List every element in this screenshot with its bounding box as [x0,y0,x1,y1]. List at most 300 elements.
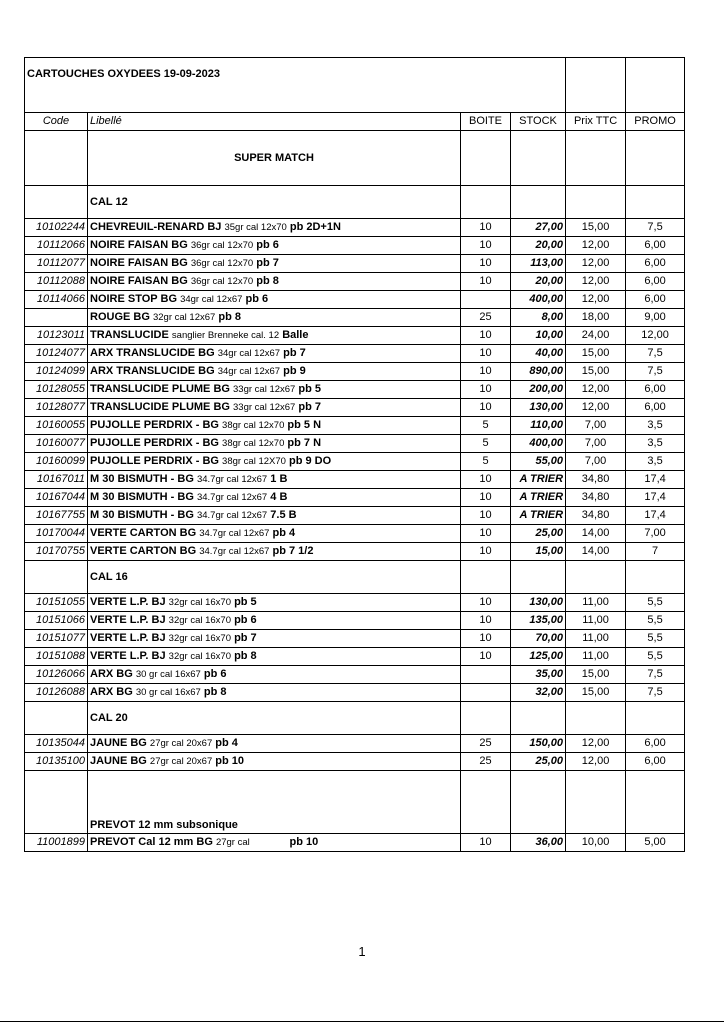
stock-value: 8,00 [511,309,566,327]
header-row [25,113,685,131]
promo-price: 17,4 [626,507,685,525]
empty-cell [626,702,685,735]
stock-value: 113,00 [511,255,566,273]
empty-cell [25,561,88,594]
product-name: VERTE CARTON BG [90,527,197,539]
product-shot-size: pb 8 [203,686,227,698]
product-name: NOIRE FAISAN BG [90,275,188,287]
title-row [25,58,685,91]
title-spacer-row [25,90,685,113]
product-code: 10167755 [25,507,88,525]
empty-cell [461,702,511,735]
empty-cell [566,186,626,219]
product-spec: 32gr cal 12x67 [152,312,216,323]
product-code: 10128077 [25,399,88,417]
stock-value: 125,00 [511,648,566,666]
price-ttc: 11,00 [566,630,626,648]
product-name: TRANSLUCIDE PLUME BG [90,401,230,413]
product-label [88,309,461,327]
promo-price: 17,4 [626,489,685,507]
stock-value: 130,00 [511,594,566,612]
product-code: 10151066 [25,612,88,630]
product-shot-size: pb 7 [283,347,306,359]
product-name: CHEVREUIL-RENARD BJ [90,221,222,233]
product-spec: 34.7gr cal 12x67 [196,510,268,521]
product-shot-size: pb 5 N [287,419,322,431]
promo-price: 7,00 [626,525,685,543]
empty-cell [626,771,685,834]
price-ttc: 12,00 [566,735,626,753]
stock-value: A TRIER [511,507,566,525]
header-code: Code [25,113,88,131]
header-prix: Prix TTC [566,113,626,131]
section-header-row [25,561,685,594]
stock-value: 15,00 [511,543,566,561]
product-label [88,381,461,399]
product-spec: 36gr cal 12x70 [190,240,254,251]
empty-cell [25,186,88,219]
promo-price: 6,00 [626,753,685,771]
product-spec: 34gr cal 12x67 [180,294,243,305]
section-title: CAL 20 [88,702,461,735]
price-ttc: 7,00 [566,453,626,471]
stock-value: 400,00 [511,435,566,453]
product-label [88,666,461,684]
product-shot-size: pb 8 [234,650,257,662]
product-label [88,594,461,612]
stock-value: A TRIER [511,489,566,507]
price-ttc: 10,00 [566,834,626,852]
product-name: M 30 BISMUTH - BG [90,491,194,503]
header-promo: PROMO [626,113,685,131]
product-name: M 30 BISMUTH - BG [90,473,194,485]
box-quantity: 10 [461,507,511,525]
stock-value: 130,00 [511,399,566,417]
product-name: PUJOLLE PERDRIX - BG [90,419,219,431]
promo-price: 5,5 [626,594,685,612]
product-shot-size: pb 2D+1N [289,221,341,233]
product-code [25,309,88,327]
price-ttc: 15,00 [566,684,626,702]
promo-price: 7,5 [626,363,685,381]
product-shot-size: pb 7 [234,632,257,644]
table-row [25,507,685,525]
box-quantity: 10 [461,648,511,666]
product-name: NOIRE STOP BG [90,293,178,305]
product-spec: 34gr cal 12x67 [217,366,281,377]
price-ttc: 7,00 [566,417,626,435]
product-spec: 38gr cal 12X70 [222,456,286,467]
empty-cell [25,771,88,834]
product-code: 10128055 [25,381,88,399]
product-name: VERTE L.P. BJ [90,632,166,644]
price-ttc: 14,00 [566,543,626,561]
product-shot-size: pb 6 [203,668,227,680]
promo-price: 6,00 [626,291,685,309]
empty-cell [566,561,626,594]
product-spec: 30 gr cal 16x67 [135,669,201,680]
product-shot-size: pb 8 [256,275,279,287]
stock-value: 890,00 [511,363,566,381]
table-row [25,612,685,630]
product-name: VERTE L.P. BJ [90,614,166,626]
product-code: 10167044 [25,489,88,507]
stock-value: 32,00 [511,684,566,702]
box-quantity: 10 [461,345,511,363]
product-code: 10124077 [25,345,88,363]
price-ttc: 12,00 [566,399,626,417]
product-spec: 33gr cal 12x67 [233,402,296,413]
table-row [25,219,685,237]
promo-price: 12,00 [626,327,685,345]
table-row [25,489,685,507]
price-ttc: 12,00 [566,753,626,771]
product-code: 10102244 [25,219,88,237]
promo-price: 5,00 [626,834,685,852]
empty-cell [566,702,626,735]
product-shot-size: pb 8 [218,311,241,323]
product-label [88,453,461,471]
product-label [88,273,461,291]
price-ttc: 15,00 [566,363,626,381]
product-name: JAUNE BG [90,737,147,749]
stock-value: 27,00 [511,219,566,237]
box-quantity: 10 [461,543,511,561]
product-code: 10167011 [25,471,88,489]
promo-price: 7,5 [626,345,685,363]
product-name: ROUGE BG [90,311,150,323]
table-row [25,381,685,399]
product-label [88,345,461,363]
empty-cell [461,561,511,594]
product-name: ARX TRANSLUCIDE BG [90,365,215,377]
price-ttc: 34,80 [566,471,626,489]
product-code: 10126066 [25,666,88,684]
table-row [25,630,685,648]
price-ttc: 34,80 [566,507,626,525]
price-ttc: 11,00 [566,612,626,630]
box-quantity: 5 [461,453,511,471]
product-spec: 35gr cal 12x70 [224,222,287,233]
box-quantity: 10 [461,255,511,273]
header-libelle: Libellé [88,113,461,131]
table-row [25,237,685,255]
promo-price: 17,4 [626,471,685,489]
document-title: CARTOUCHES OXYDEES 19-09-2023 [25,58,566,91]
box-quantity: 10 [461,273,511,291]
section-header-row [25,186,685,219]
product-spec: 34gr cal 12x67 [217,348,281,359]
product-shot-size: 7.5 B [270,509,297,521]
box-quantity [461,684,511,702]
product-shot-size: 1 B [270,473,288,485]
product-label [88,834,461,852]
table-row [25,309,685,327]
product-shot-size: pb 7 [256,257,279,269]
product-shot-size: pb 7 [298,401,322,413]
box-quantity: 10 [461,471,511,489]
product-shot-size: pb 5 [298,383,322,395]
table-row [25,543,685,561]
table-row [25,684,685,702]
page-number: 1 [358,944,366,959]
product-shot-size: Balle [282,329,309,341]
price-ttc: 12,00 [566,291,626,309]
product-code: 11001899 [25,834,88,852]
product-shot-size: 4 B [270,491,288,503]
product-code: 10114066 [25,291,88,309]
stock-value: 110,00 [511,417,566,435]
product-label [88,399,461,417]
brand-row [25,131,685,186]
product-spec: 38gr cal 12x70 [222,420,285,431]
product-spec: 27gr cal [215,837,250,848]
product-shot-size: pb 7 N [287,437,322,449]
product-code: 10160077 [25,435,88,453]
empty-cell [566,771,626,834]
promo-price: 5,5 [626,612,685,630]
product-name: VERTE L.P. BJ [90,596,166,608]
product-label [88,219,461,237]
product-label [88,753,461,771]
empty-cell [461,186,511,219]
box-quantity: 10 [461,399,511,417]
product-label [88,417,461,435]
promo-price: 7,5 [626,666,685,684]
product-label [88,291,461,309]
product-label [88,735,461,753]
product-code: 10126088 [25,684,88,702]
product-shot-size: pb 7 1/2 [272,545,314,557]
product-name: ARX BG [90,686,133,698]
product-name: ARX BG [90,668,133,680]
box-quantity [461,666,511,684]
section-title: PREVOT 12 mm subsonique [88,771,461,834]
product-shot-size: pb 4 [215,737,238,749]
box-quantity: 10 [461,237,511,255]
empty-cell [511,561,566,594]
price-ttc: 7,00 [566,435,626,453]
price-ttc: 12,00 [566,381,626,399]
price-ttc: 11,00 [566,594,626,612]
stock-value: 40,00 [511,345,566,363]
promo-price: 9,00 [626,309,685,327]
promo-price: 6,00 [626,381,685,399]
promo-price: 3,5 [626,453,685,471]
product-name: VERTE CARTON BG [90,545,197,557]
stock-value: 150,00 [511,735,566,753]
price-ttc: 18,00 [566,309,626,327]
product-name: NOIRE FAISAN BG [90,257,188,269]
box-quantity: 5 [461,435,511,453]
product-shot-size: pb 10 [289,836,319,848]
product-shot-size: pb 6 [245,293,269,305]
box-quantity: 10 [461,363,511,381]
table-row [25,255,685,273]
product-label [88,327,461,345]
product-name: NOIRE FAISAN BG [90,239,188,251]
section-title: CAL 16 [88,561,461,594]
header-boite: BOITE [461,113,511,131]
price-ttc: 15,00 [566,666,626,684]
empty-cell [626,561,685,594]
box-quantity [461,291,511,309]
product-label [88,684,461,702]
stock-value: 70,00 [511,630,566,648]
box-quantity: 25 [461,309,511,327]
price-ttc: 15,00 [566,219,626,237]
product-code: 10112077 [25,255,88,273]
section-header-row [25,771,685,834]
stock-value: 400,00 [511,291,566,309]
empty-cell [25,702,88,735]
product-code: 10124099 [25,363,88,381]
table-row [25,417,685,435]
product-code: 10151077 [25,630,88,648]
box-quantity: 25 [461,735,511,753]
product-spec: 34.7gr cal 12x67 [199,546,270,557]
stock-value: 25,00 [511,525,566,543]
table-row [25,525,685,543]
table-row [25,834,685,852]
box-quantity: 10 [461,489,511,507]
empty-cell [511,186,566,219]
box-quantity: 10 [461,834,511,852]
product-name: TRANSLUCIDE [90,329,169,341]
price-ttc: 14,00 [566,525,626,543]
box-quantity: 25 [461,753,511,771]
product-label [88,237,461,255]
stock-table [24,57,685,852]
product-code: 10135044 [25,735,88,753]
stock-value: 10,00 [511,327,566,345]
price-ttc: 12,00 [566,255,626,273]
product-spec: 34.7gr cal 12x67 [196,474,268,485]
product-label [88,489,461,507]
product-spec: 32gr cal 16x70 [168,615,231,626]
promo-price: 3,5 [626,435,685,453]
box-quantity: 10 [461,525,511,543]
promo-price: 6,00 [626,255,685,273]
product-label [88,255,461,273]
product-spec: sanglier Brenneke cal. 12 [171,330,280,341]
product-spec: 27gr cal 20x67 [149,738,213,749]
product-name: TRANSLUCIDE PLUME BG [90,383,230,395]
brand-title: SUPER MATCH [88,131,461,186]
product-shot-size: pb 5 [234,596,257,608]
product-label [88,648,461,666]
promo-price: 6,00 [626,735,685,753]
product-label [88,525,461,543]
product-shot-size: pb 6 [234,614,257,626]
product-label [88,543,461,561]
header-stock: STOCK [511,113,566,131]
price-ttc: 15,00 [566,345,626,363]
table-row [25,327,685,345]
product-spec: 34.7gr cal 12x67 [196,492,268,503]
price-ttc: 12,00 [566,237,626,255]
product-label [88,507,461,525]
empty-cell [626,186,685,219]
product-spec: 30 gr cal 16x67 [135,687,201,698]
table-row [25,471,685,489]
product-name: ARX TRANSLUCIDE BG [90,347,215,359]
table-row [25,594,685,612]
product-code: 10112088 [25,273,88,291]
table-row [25,453,685,471]
product-name: PREVOT Cal 12 mm BG [90,836,213,848]
product-spec: 38gr cal 12x70 [222,438,285,449]
product-label [88,435,461,453]
empty-cell [461,771,511,834]
stock-value: 36,00 [511,834,566,852]
promo-price: 5,5 [626,630,685,648]
stock-value: A TRIER [511,471,566,489]
product-spec: 36gr cal 12x70 [190,258,254,269]
promo-price: 6,00 [626,237,685,255]
product-label [88,471,461,489]
product-code: 10160099 [25,453,88,471]
product-name: PUJOLLE PERDRIX - BG [90,455,219,467]
product-spec: 33gr cal 12x67 [233,384,296,395]
promo-price: 7,5 [626,219,685,237]
table-row [25,363,685,381]
product-code: 10170044 [25,525,88,543]
box-quantity: 10 [461,630,511,648]
product-code: 10170755 [25,543,88,561]
box-quantity: 10 [461,612,511,630]
table-row [25,273,685,291]
stock-value: 20,00 [511,273,566,291]
section-header-row [25,702,685,735]
promo-price: 3,5 [626,417,685,435]
product-code: 10123011 [25,327,88,345]
promo-price: 6,00 [626,273,685,291]
empty-cell [511,702,566,735]
product-spec: 36gr cal 12x70 [190,276,254,287]
product-shot-size: pb 9 [283,365,306,377]
price-ttc: 11,00 [566,648,626,666]
table-row [25,648,685,666]
table-row [25,291,685,309]
product-name: VERTE L.P. BJ [90,650,166,662]
product-spec: 32gr cal 16x70 [168,597,231,608]
product-code: 10151055 [25,594,88,612]
product-label [88,630,461,648]
table-row [25,666,685,684]
product-shot-size: pb 9 DO [289,455,332,467]
table-row [25,345,685,363]
product-code: 10151088 [25,648,88,666]
stock-value: 35,00 [511,666,566,684]
product-shot-size: pb 6 [256,239,279,251]
box-quantity: 10 [461,327,511,345]
product-spec: 32gr cal 16x70 [168,633,231,644]
product-name: JAUNE BG [90,755,147,767]
product-code: 10160055 [25,417,88,435]
stock-value: 55,00 [511,453,566,471]
stock-value: 135,00 [511,612,566,630]
product-code: 10112066 [25,237,88,255]
box-quantity: 5 [461,417,511,435]
product-name: PUJOLLE PERDRIX - BG [90,437,219,449]
table-row [25,399,685,417]
product-code: 10135100 [25,753,88,771]
promo-price: 7 [626,543,685,561]
product-label [88,612,461,630]
promo-price: 6,00 [626,399,685,417]
price-ttc: 34,80 [566,489,626,507]
